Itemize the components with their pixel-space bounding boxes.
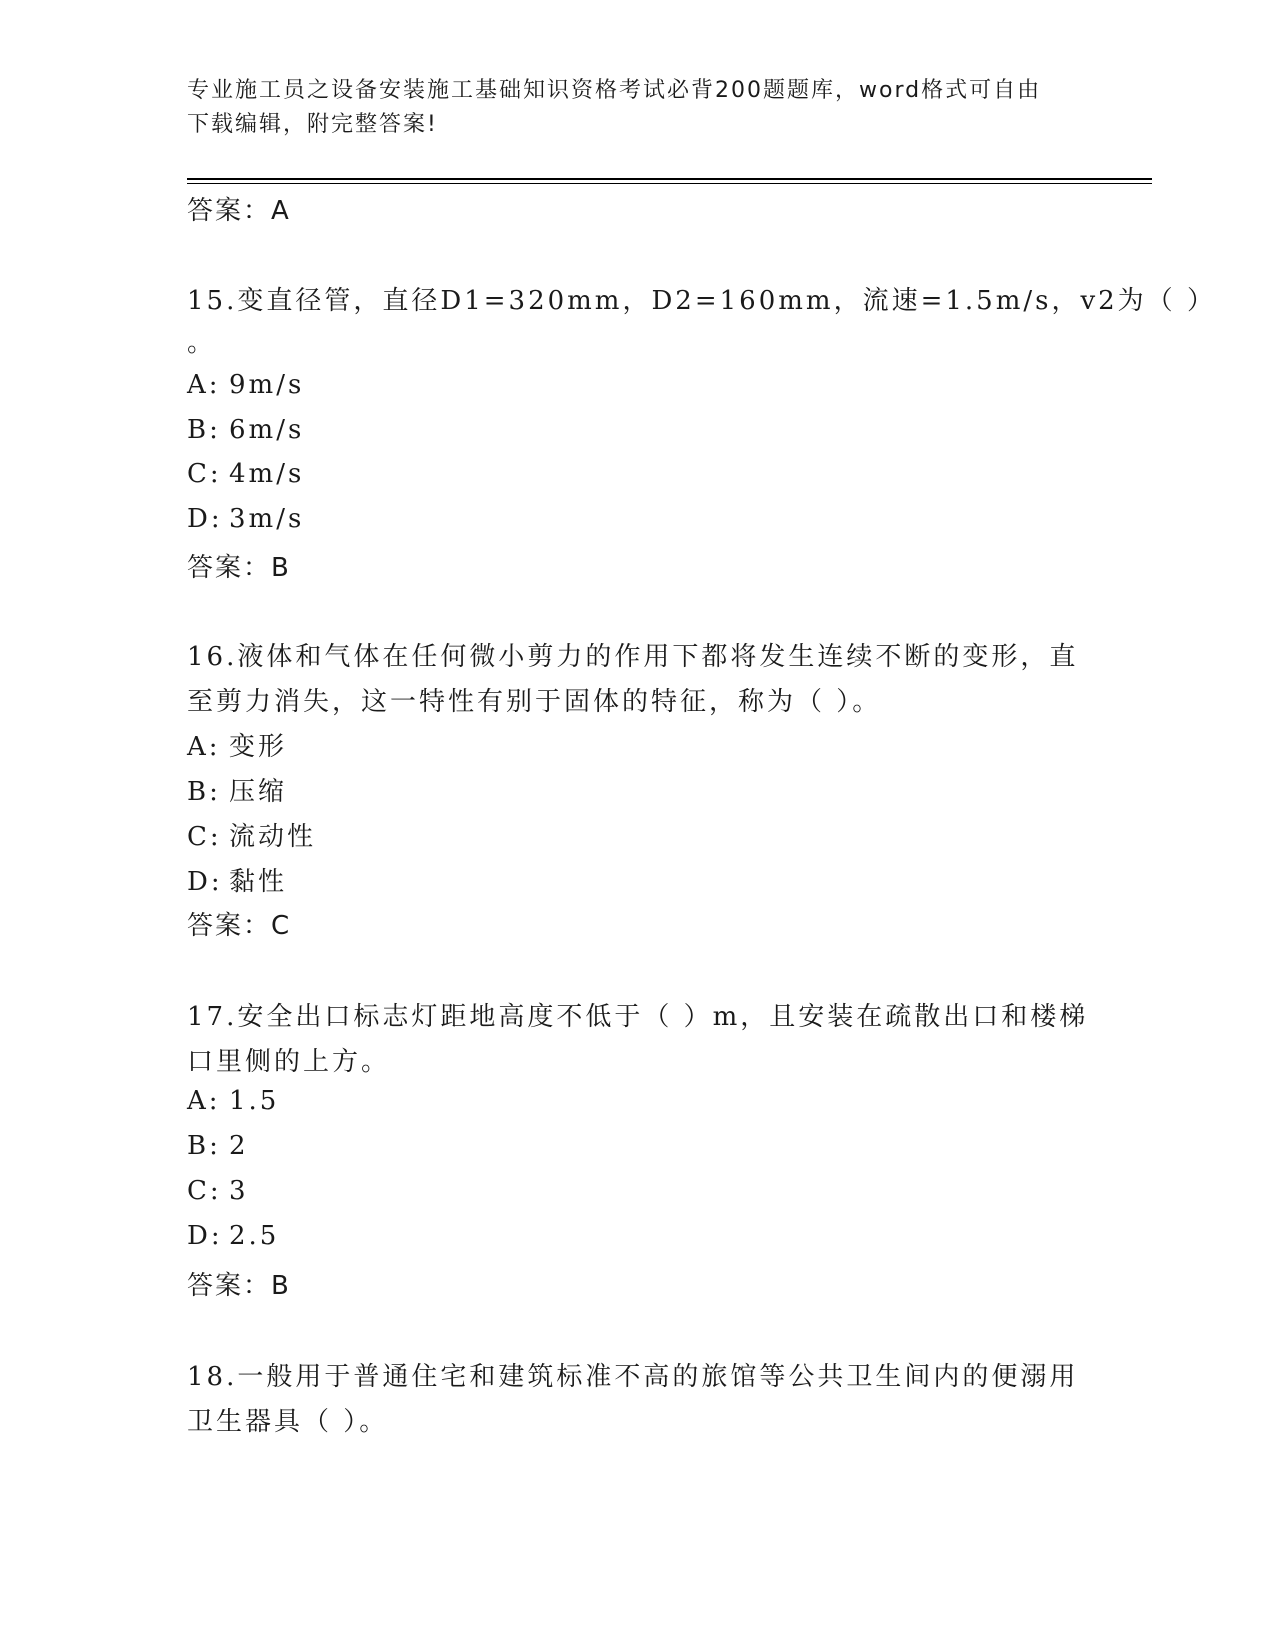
answer-17: 答案：B (187, 1271, 291, 1301)
answer-14: 答案：A (187, 196, 291, 226)
option-key: A: (187, 732, 221, 762)
option-text: 1.5 (229, 1086, 280, 1116)
option-text: 变形 (229, 732, 288, 762)
question-15-option-a (187, 370, 304, 400)
option-text: 3 (229, 1176, 249, 1206)
question-15-option-d (187, 504, 304, 534)
question-17-option-d (187, 1221, 279, 1251)
option-key: D: (187, 867, 223, 897)
header-divider-thick (187, 178, 1152, 180)
option-text: 6m/s (229, 415, 305, 445)
question-15-line-1: 15.变直径管，直径D1=320mm，D2=160mm，流速=1.5m/s，v2为（ ） (187, 286, 1216, 316)
question-16-option-a (187, 726, 287, 763)
document-header: 专业施工员之设备安装施工基础知识资格考试必背200题题库，word格式可自由 下载编辑，附完整答案! (187, 78, 1042, 137)
question-16-line-2: 至剪力消失，这一特性有别于固体的特征，称为（ ）。 (187, 687, 882, 717)
option-key: D: (187, 504, 223, 534)
question-16-option-c (187, 816, 316, 853)
question-17-option-c (187, 1176, 249, 1206)
option-text: 4m/s (229, 459, 305, 489)
option-key: D: (187, 1221, 223, 1251)
question-16-option-d (187, 861, 287, 898)
option-text: 2.5 (229, 1221, 280, 1251)
option-key: A: (187, 1086, 221, 1116)
option-text: 黏性 (229, 867, 288, 897)
answer-15: 答案：B (187, 553, 291, 583)
option-key: C: (187, 822, 222, 852)
option-text: 压缩 (229, 777, 288, 807)
question-15-option-c (187, 459, 304, 489)
answer-16: 答案：C (187, 911, 292, 941)
header-divider-thin (187, 183, 1152, 184)
question-16-line-1: 16.液体和气体在任何微小剪力的作用下都将发生连续不断的变形，直 (187, 642, 1079, 672)
option-key: B: (187, 777, 221, 807)
option-text: 流动性 (229, 822, 317, 852)
question-18-line-1: 18.一般用于普通住宅和建筑标准不高的旅馆等公共卫生间内的便溺用 (187, 1362, 1079, 1392)
option-text: 2 (229, 1131, 249, 1161)
question-17-option-b (187, 1131, 249, 1161)
question-17-option-a (187, 1086, 279, 1116)
question-18-line-2: 卫生器具（ ）。 (187, 1407, 389, 1437)
option-key: A: (187, 370, 221, 400)
option-key: C: (187, 459, 222, 489)
question-17-line-1: 17.安全出口标志灯距地高度不低于（ ）m，且安装在疏散出口和楼梯 (187, 1002, 1089, 1032)
option-text: 9m/s (229, 370, 305, 400)
option-key: C: (187, 1176, 222, 1206)
question-17-line-2: 口里侧的上方。 (187, 1047, 391, 1077)
option-key: B: (187, 415, 221, 445)
question-16-option-b (187, 771, 287, 808)
option-text: 3m/s (229, 504, 305, 534)
question-15-line-2: 。 (187, 328, 217, 358)
question-15-option-b (187, 415, 304, 445)
option-key: B: (187, 1131, 221, 1161)
